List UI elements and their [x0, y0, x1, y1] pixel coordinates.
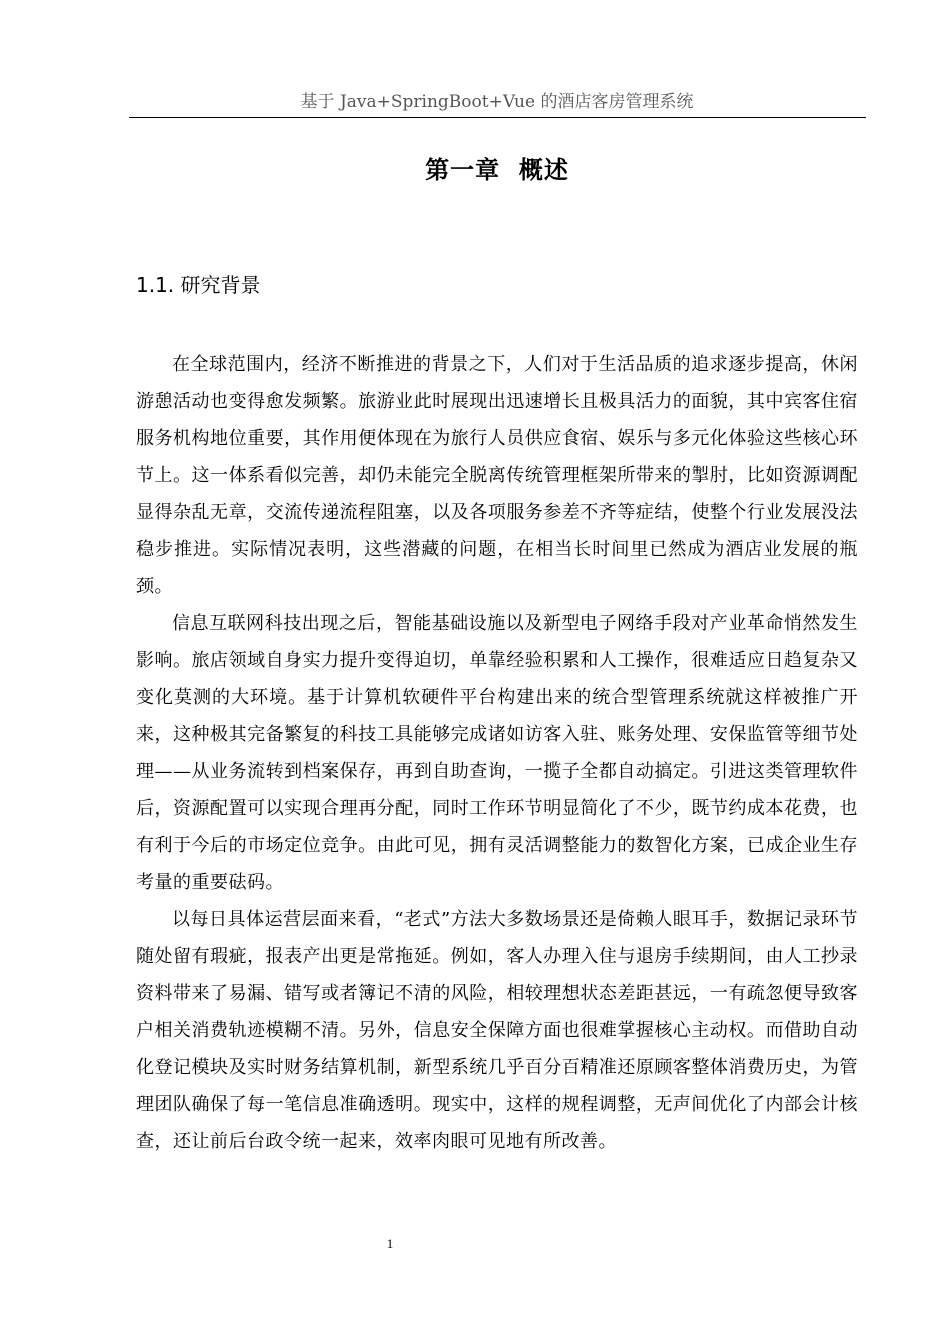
- paragraph: 以每日具体运营层面来看，“老式”方法大多数场景还是倚赖人眼耳手，数据记录环节随处留有瑕疵，报表产出更是常拖延。例如，客人办理入住与退房手续期间，由人工抄录资料带来了易漏、错写或者簿记不清的风险，相较理想状态差距甚远，一有疏忽便导致客户相关消费轨迹模糊不清。另外，信息安全保障方面也很难掌握核心主动权。而借助自动化登记模块及实时财务结算机制，新型系统几乎百分百精准还原顾客整体消费历史，为管理团队确保了每一笔信息准确透明。现实中，这样的规程调整，无声间优化了内部会计核查，还让前后台政令统一起来，效率肉眼可见地有所改善。: [136, 909, 858, 1152]
- chapter-title: 第一章 概述: [425, 156, 569, 184]
- header-rule: [129, 117, 866, 118]
- body-text: [136, 346, 858, 1160]
- paragraph: 在全球范围内，经济不断推进的背景之下，人们对于生活品质的追求逐步提高，休闲游憩活动也变得愈发频繁。旅游业此时展现出迅速增长且极具活力的面貌，其中宾客住宿服务机构地位重要，其作用便体现在为旅行人员供应食宿、娱乐与多元化体验这些核心环节上。这一体系看似完善，却仍未能完全脱离传统管理框架所带来的掣肘，比如资源调配显得杂乱无章，交流传递流程阻塞，以及各项服务参差不齐等症结，使整个行业发展没法稳步推进。实际情况表明，这些潜藏的问题，在相当长时间里已然成为酒店业发展的瓶颈。: [136, 354, 858, 597]
- running-header: 基于 Java+SpringBoot+Vue 的酒店客房管理系统: [300, 92, 694, 112]
- paragraph: 信息互联网科技出现之后，智能基础设施以及新型电子网络手段对产业革命悄然发生影响。旅店领域自身实力提升变得迫切，单靠经验积累和人工操作，很难适应日趋复杂又变化莫测的大环境。基于计算机软硬件平台构建出来的统合型管理系统就这样被推广开来，这种极其完备繁复的科技工具能够完成诸如访客入驻、账务处理、安保监管等细节处理——从业务流转到档案保存，再到自助查询，一揽子全都自动搞定。引进这类管理软件后，资源配置可以实现合理再分配，同时工作环节明显简化了不少，既节约成本花费，也有利于今后的市场定位竞争。由此可见，拥有灵活调整能力的数智化方案，已成企业生存考量的重要砝码。: [136, 613, 858, 893]
- section-heading: 1.1. 研究背景: [136, 273, 261, 297]
- page-number: 1: [386, 1236, 394, 1251]
